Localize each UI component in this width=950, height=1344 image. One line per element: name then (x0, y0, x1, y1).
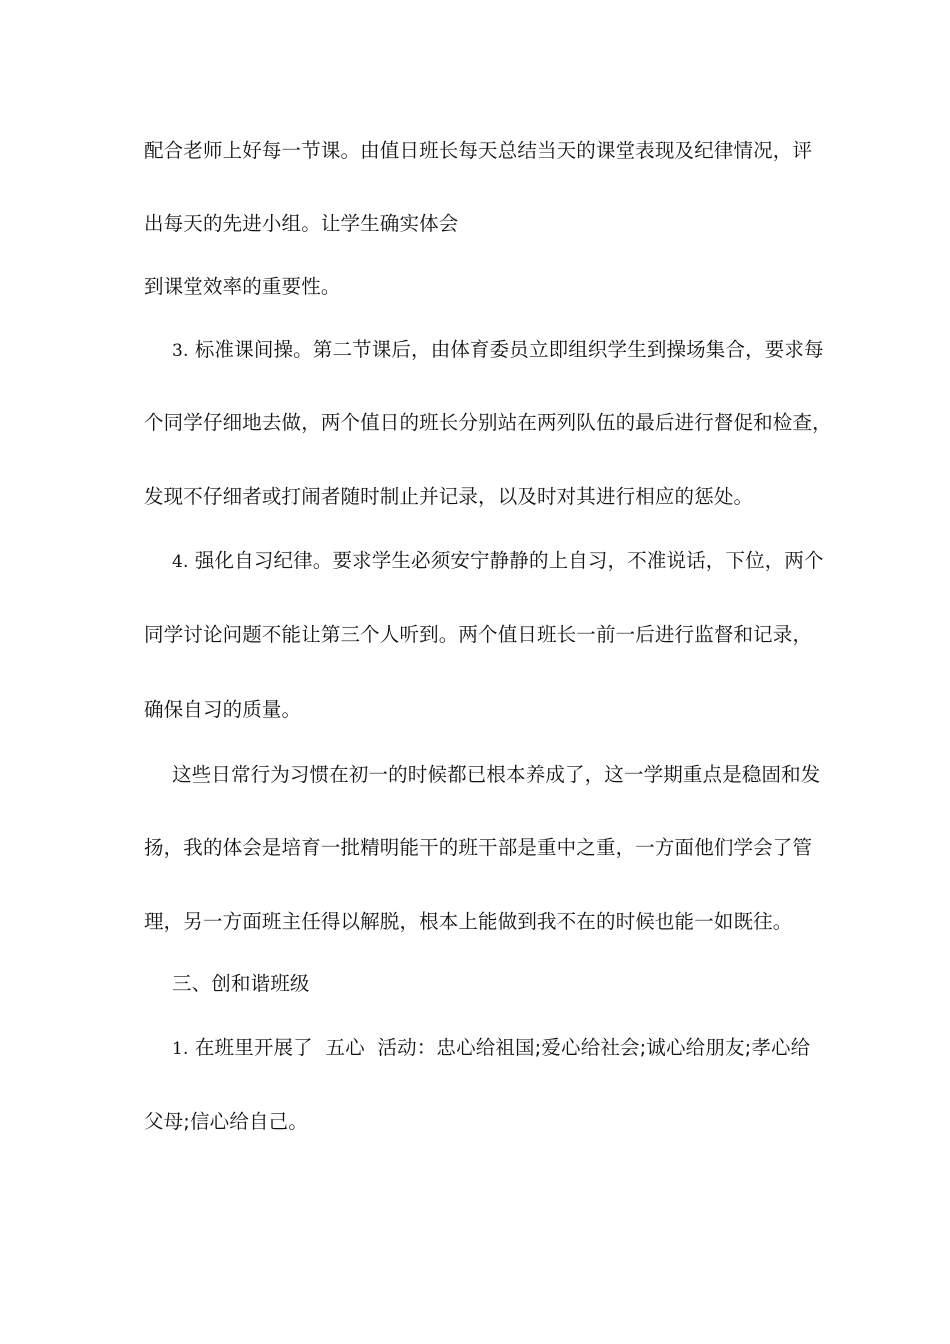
line-text: 扬，我的体会是培育一批精明能干的班干部是重中之重，一方面他们学会了管 (144, 836, 813, 859)
list-item-1 (172, 1035, 842, 1062)
paragraph-line (144, 211, 814, 237)
paragraph-line (144, 622, 814, 648)
line-text: 在班里开展了 五心 活动：忠心给祖国;爱心给社会;诚心给朋友;孝心给 (194, 1036, 811, 1059)
heading-text: 三、创和谐班级 (172, 972, 310, 995)
line-text: 发现不仔细者或打闹者随时制止并记录，以及时对其进行相应的惩处。 (144, 485, 754, 508)
paragraph-line (144, 697, 814, 723)
paragraph-line (144, 484, 814, 510)
list-number: 3. (172, 341, 189, 361)
line-text: 这些日常行为习惯在初一的时候都已根本养成了，这一学期重点是稳固和发 (172, 763, 821, 786)
line-text: 强化自习纪律。要求学生必须安宁静静的上自习，不准说话，下位，两个 (194, 549, 824, 572)
line-text: 标准课间操。第二节课后，由体育委员立即组织学生到操场集合，要求每 (194, 338, 824, 361)
paragraph-line (144, 909, 814, 935)
paragraph-line (144, 410, 832, 436)
section-heading (172, 971, 842, 997)
line-text: 父母;信心给自己。 (144, 1110, 308, 1133)
paragraph-line (144, 835, 814, 861)
line-text: 到课堂效率的重要性。 (144, 275, 341, 298)
paragraph-line (144, 274, 814, 300)
line-text: 配合老师上好每一节课。由值日班长每天总结当天的课堂表现及纪律情况，评 (144, 139, 813, 162)
line-text: 同学讨论问题不能让第三个人听到。两个值日班长一前一后进行监督和记录， (144, 623, 813, 646)
line-text: 理，另一方面班主任得以解脱，根本上能做到我不在的时候也能一如既往。 (144, 910, 793, 933)
paragraph-line (144, 1109, 814, 1135)
list-item-3 (172, 337, 842, 364)
line-text: 个同学仔细地去做，两个值日的班长分别站在两列队伍的最后进行督促和检查， (144, 411, 832, 434)
list-number: 4. (172, 552, 189, 572)
list-item-4 (172, 548, 842, 575)
line-text: 确保自习的质量。 (144, 698, 302, 721)
paragraph-line (172, 762, 842, 788)
line-text: 出每天的先进小组。让学生确实体会 (144, 212, 459, 235)
paragraph-line (144, 138, 814, 164)
list-number: 1. (172, 1039, 189, 1059)
